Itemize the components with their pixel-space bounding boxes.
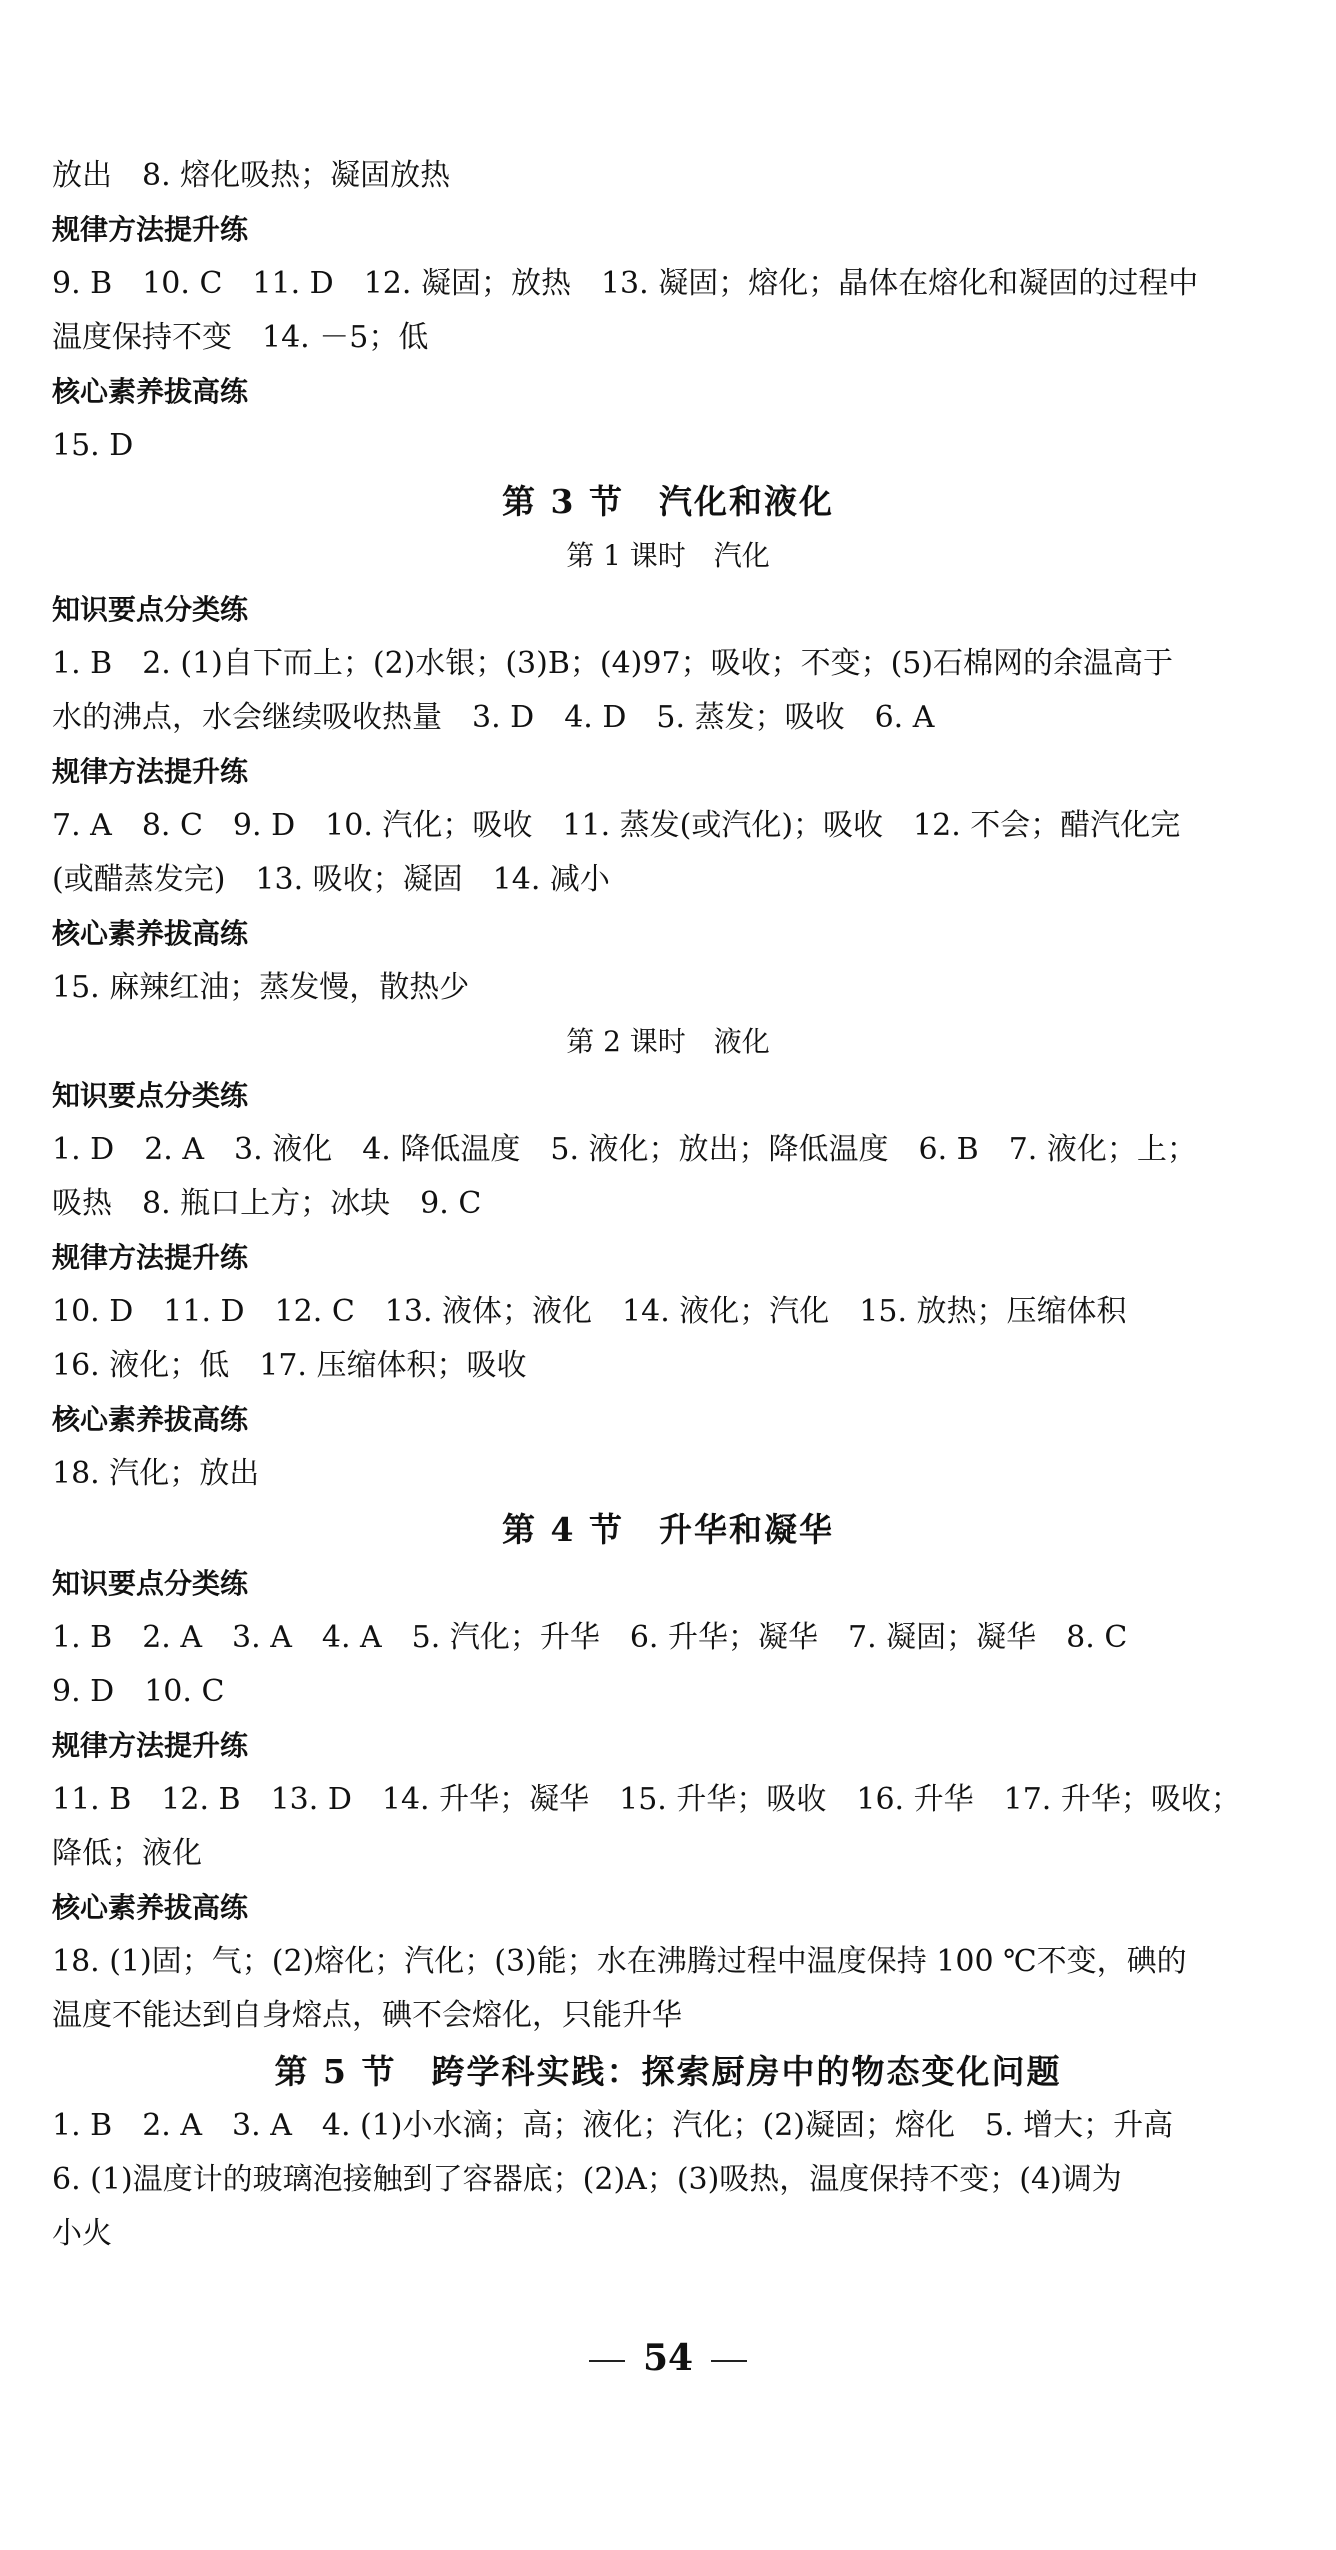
subsection-heading: 规律方法提升练 (52, 755, 249, 788)
section-heading: 第 5 节 跨学科实践：探索厨房中的物态变化问题 (274, 2052, 1062, 2091)
text-line: 7. A 8. C 9. D 10. 汽化；吸收 11. 蒸发(或汽化)；吸收 12. 不会；醋汽化完 (52, 808, 1181, 843)
text-line: 1. B 2. A 3. A 4. (1)小水滴；高；液化；汽化；(2)凝固；熔化 5. 增大；升高 (52, 2108, 1174, 2143)
text-line: 吸热 8. 瓶口上方；冰块 9. C (52, 1186, 482, 1221)
text-line: 15. D (52, 428, 134, 463)
subsection-heading: 核心素养拔高练 (52, 917, 249, 950)
section-heading: 第 4 节 升华和凝华 (502, 1510, 834, 1549)
subsection-heading: 规律方法提升练 (52, 1241, 249, 1274)
page-number-value: 54 (642, 2337, 694, 2379)
text-line: 降低；液化 (52, 1836, 202, 1871)
text-line: 18. 汽化；放出 (52, 1456, 260, 1491)
subsection-heading: 知识要点分类练 (52, 1079, 249, 1112)
subsection-heading: 知识要点分类练 (52, 593, 249, 626)
text-line: 温度不能达到自身熔点，碘不会熔化，只能升华 (52, 1998, 682, 2033)
subsection-heading: 核心素养拔高练 (52, 375, 249, 408)
dash-left (589, 2360, 625, 2362)
text-line: 小火 (52, 2216, 112, 2251)
text-line: 放出 8. 熔化吸热；凝固放热 (52, 158, 451, 193)
dash-right (711, 2360, 747, 2362)
text-line: 10. D 11. D 12. C 13. 液体；液化 14. 液化；汽化 15. 放热；压缩体积 (52, 1294, 1127, 1329)
text-line: 水的沸点，水会继续吸收热量 3. D 4. D 5. 蒸发；吸收 6. A (52, 700, 935, 735)
text-line: 15. 麻辣红油；蒸发慢，散热少 (52, 970, 470, 1005)
text-line: 11. B 12. B 13. D 14. 升华；凝华 15. 升华；吸收 16. 升华 17. 升华；吸收； (52, 1782, 1241, 1817)
text-line: 1. B 2. (1)自下而上；(2)水银；(3)B；(4)97；吸收；不变；(5)石棉网的余温高于 (52, 646, 1174, 681)
text-line: (或醋蒸发完) 13. 吸收；凝固 14. 减小 (52, 862, 610, 897)
subsection-heading: 规律方法提升练 (52, 213, 249, 246)
text-line: 6. (1)温度计的玻璃泡接触到了容器底；(2)A；(3)吸热，温度保持不变；(4)调为 (52, 2162, 1122, 2197)
subsection-heading: 核心素养拔高练 (52, 1403, 249, 1436)
text-line: 1. B 2. A 3. A 4. A 5. 汽化；升华 6. 升华；凝华 7. 凝固；凝华 8. C (52, 1620, 1128, 1655)
text-line: 9. B 10. C 11. D 12. 凝固；放热 13. 凝固；熔化；晶体在熔化和凝固的过程中 (52, 266, 1199, 301)
text-line: 温度保持不变 14. －5；低 (52, 320, 429, 355)
text-line: 18. (1)固；气；(2)熔化；汽化；(3)能；水在沸腾过程中温度保持 100 ℃不变，碘的 (52, 1944, 1187, 1979)
subsection-heading: 知识要点分类练 (52, 1567, 249, 1600)
section-heading: 第 3 节 汽化和液化 (502, 482, 834, 521)
subsection-heading: 核心素养拔高练 (52, 1891, 249, 1924)
lesson-title: 第 2 课时 液化 (566, 1025, 770, 1058)
subsection-heading: 规律方法提升练 (52, 1729, 249, 1762)
text-line: 16. 液化；低 17. 压缩体积；吸收 (52, 1348, 527, 1383)
page-number (0, 2336, 1336, 2381)
text-line: 1. D 2. A 3. 液化 4. 降低温度 5. 液化；放出；降低温度 6. B 7. 液化；上； (52, 1132, 1197, 1167)
text-line: 9. D 10. C (52, 1674, 225, 1709)
lesson-title: 第 1 课时 汽化 (566, 539, 770, 572)
